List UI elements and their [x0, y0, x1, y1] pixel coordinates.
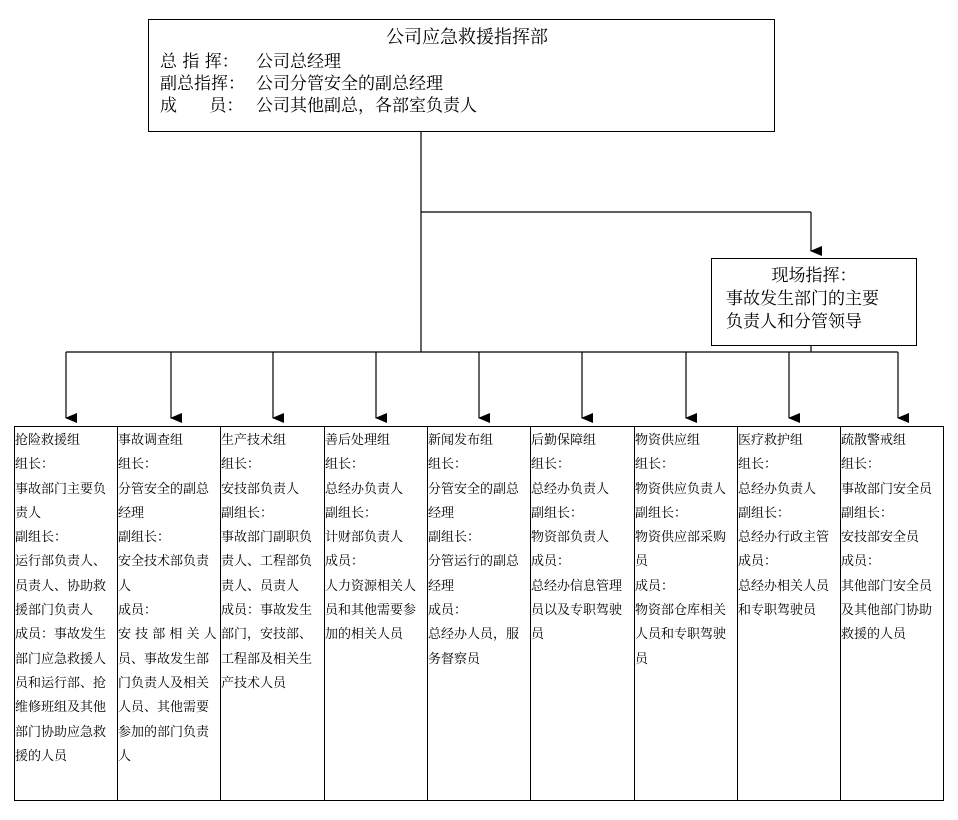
group-line: 人员、其他需要 — [118, 700, 210, 716]
hq-row-value: 公司总经理 — [256, 52, 341, 72]
group-line: 成员： — [841, 554, 881, 570]
group-line: 责人 — [15, 505, 42, 521]
group-line: 副组长： — [15, 530, 68, 546]
group-line: 产技术人员 — [221, 675, 287, 691]
group-line: 组长： — [221, 457, 261, 473]
field-command-box — [711, 258, 917, 346]
group-line: 成员： — [325, 554, 365, 570]
group-name: 新闻发布组 — [428, 433, 494, 448]
group-line: 部门应急救援人 — [15, 651, 107, 667]
group-line: 副组长： — [841, 505, 894, 521]
group-line: 分管安全的副总 — [428, 481, 520, 497]
group-line: 人 — [118, 748, 132, 764]
group-line: 事故部门副职负 — [221, 530, 313, 546]
group-line: 副组长： — [325, 505, 378, 521]
group-line: 总经办信息管理 — [531, 578, 623, 594]
group-name: 生产技术组 — [221, 433, 287, 448]
group-line: 运行部负责人、 — [15, 554, 107, 570]
group-line: 维修班组及其他 — [15, 700, 107, 716]
group-line: 和专职驾驶员 — [738, 603, 817, 619]
group-name: 疏散警戒组 — [841, 433, 907, 448]
group-line: 计财部负责人 — [325, 530, 404, 546]
group-line: 安技部负责人 — [221, 481, 300, 497]
group-line: 副组长： — [428, 530, 481, 546]
group-line: 员和其他需要参 — [325, 603, 417, 619]
group-line: 经理 — [118, 505, 145, 521]
hq-row-commander — [160, 51, 774, 73]
group-line: 经理 — [428, 505, 455, 521]
hq-row-deputy — [160, 73, 774, 95]
group-line: 分管运行的副总 — [428, 554, 520, 570]
field-command-line: 负责人和分管领导 — [726, 312, 862, 332]
group-name: 善后处理组 — [325, 433, 391, 448]
hq-row-value: 公司其他副总，各部室负责人 — [256, 96, 477, 116]
group-line: 部门协助应急救 — [15, 724, 107, 740]
group-line: 副组长： — [118, 530, 171, 546]
group-line: 员、事故发生部 — [118, 651, 210, 667]
group-line: 务督察员 — [428, 651, 481, 667]
group-line: 救援的人员 — [841, 627, 907, 643]
hq-row-key: 成 员： — [160, 96, 244, 116]
group-line: 事故部门主要负 — [15, 481, 107, 497]
group-line: 成员： — [428, 603, 468, 619]
group-name: 物资供应组 — [635, 433, 701, 448]
group-column — [427, 426, 530, 801]
group-line: 总经办负责人 — [325, 481, 404, 497]
group-column — [634, 426, 737, 801]
group-line: 安 技 部 相 关 人 — [118, 627, 217, 643]
group-line: 物资部负责人 — [531, 530, 610, 546]
group-name: 后勤保障组 — [531, 433, 597, 448]
group-line: 成员：事故发生 — [221, 603, 313, 619]
group-line: 副组长： — [738, 505, 791, 521]
hq-row-key: 总 指 挥： — [160, 52, 239, 72]
group-line: 人力资源相关人 — [325, 578, 417, 594]
group-line: 其他部门安全员 — [841, 578, 933, 594]
group-line: 部门，安技部、 — [221, 627, 313, 643]
group-line: 成员： — [118, 603, 158, 619]
group-line: 工程部及相关生 — [221, 651, 313, 667]
group-line: 总经办负责人 — [531, 481, 610, 497]
field-command-title: 现场指挥： — [771, 266, 857, 286]
field-command-line: 事故发生部门的主要 — [726, 289, 879, 309]
hq-row-key: 副总指挥： — [160, 74, 245, 94]
group-line: 成员：事故发生 — [15, 627, 107, 643]
group-name: 事故调查组 — [118, 433, 184, 448]
group-column — [14, 426, 117, 801]
group-line: 总经办负责人 — [738, 481, 817, 497]
group-line: 组长： — [738, 457, 778, 473]
group-line: 援的人员 — [15, 748, 68, 764]
group-line: 副组长： — [635, 505, 688, 521]
group-line: 事故部门安全员 — [841, 481, 933, 497]
hq-row-members — [160, 95, 774, 117]
group-line: 成员： — [531, 554, 571, 570]
group-line: 组长： — [635, 457, 675, 473]
group-line: 员责人、协助救 — [15, 578, 107, 594]
group-line: 组长： — [118, 457, 158, 473]
headquarters-box — [148, 19, 775, 132]
group-line: 物资部仓库相关 — [635, 603, 727, 619]
group-line: 经理 — [428, 578, 455, 594]
group-line: 成员： — [738, 554, 778, 570]
group-line: 援部门负责人 — [15, 603, 94, 619]
group-line: 组长： — [428, 457, 468, 473]
group-line: 物资供应负责人 — [635, 481, 727, 497]
headquarters-title: 公司应急救援指挥部 — [386, 27, 548, 48]
group-line: 加的相关人员 — [325, 627, 404, 643]
group-line: 员 — [635, 651, 649, 667]
group-line: 员 — [635, 554, 649, 570]
group-line: 参加的部门负责 — [118, 724, 210, 740]
group-line: 总经办行政主管 — [738, 530, 830, 546]
group-line: 员 — [531, 627, 545, 643]
group-line: 组长： — [531, 457, 571, 473]
group-column — [220, 426, 324, 801]
group-line: 责人、员责人 — [221, 578, 300, 594]
group-line: 总经办相关人员 — [738, 578, 830, 594]
group-line: 组长： — [325, 457, 365, 473]
group-line: 安技部安全员 — [841, 530, 920, 546]
group-line: 副组长： — [221, 505, 274, 521]
group-column — [530, 426, 634, 801]
group-line: 安全技术部负责 — [118, 554, 210, 570]
group-line: 责人、工程部负 — [221, 554, 313, 570]
group-column — [840, 426, 944, 801]
group-line: 总经办人员，服 — [428, 627, 520, 643]
group-name: 医疗救护组 — [738, 433, 804, 448]
hq-row-value: 公司分管安全的副总经理 — [256, 74, 443, 94]
group-line: 人 — [118, 578, 132, 594]
group-column — [324, 426, 427, 801]
group-line: 人员和专职驾驶 — [635, 627, 727, 643]
group-line: 员和运行部、抢 — [15, 675, 107, 691]
group-line: 成员： — [635, 578, 675, 594]
group-column — [737, 426, 840, 801]
group-line: 门负责人及相关 — [118, 675, 210, 691]
group-line: 组长： — [15, 457, 55, 473]
group-line: 组长： — [841, 457, 881, 473]
group-column — [117, 426, 220, 801]
group-line: 分管安全的副总 — [118, 481, 210, 497]
group-line: 物资供应部采购 — [635, 530, 727, 546]
group-name: 抢险救援组 — [15, 433, 81, 448]
group-line: 及其他部门协助 — [841, 603, 933, 619]
group-line: 副组长： — [531, 505, 584, 521]
group-line: 员以及专职驾驶 — [531, 603, 623, 619]
